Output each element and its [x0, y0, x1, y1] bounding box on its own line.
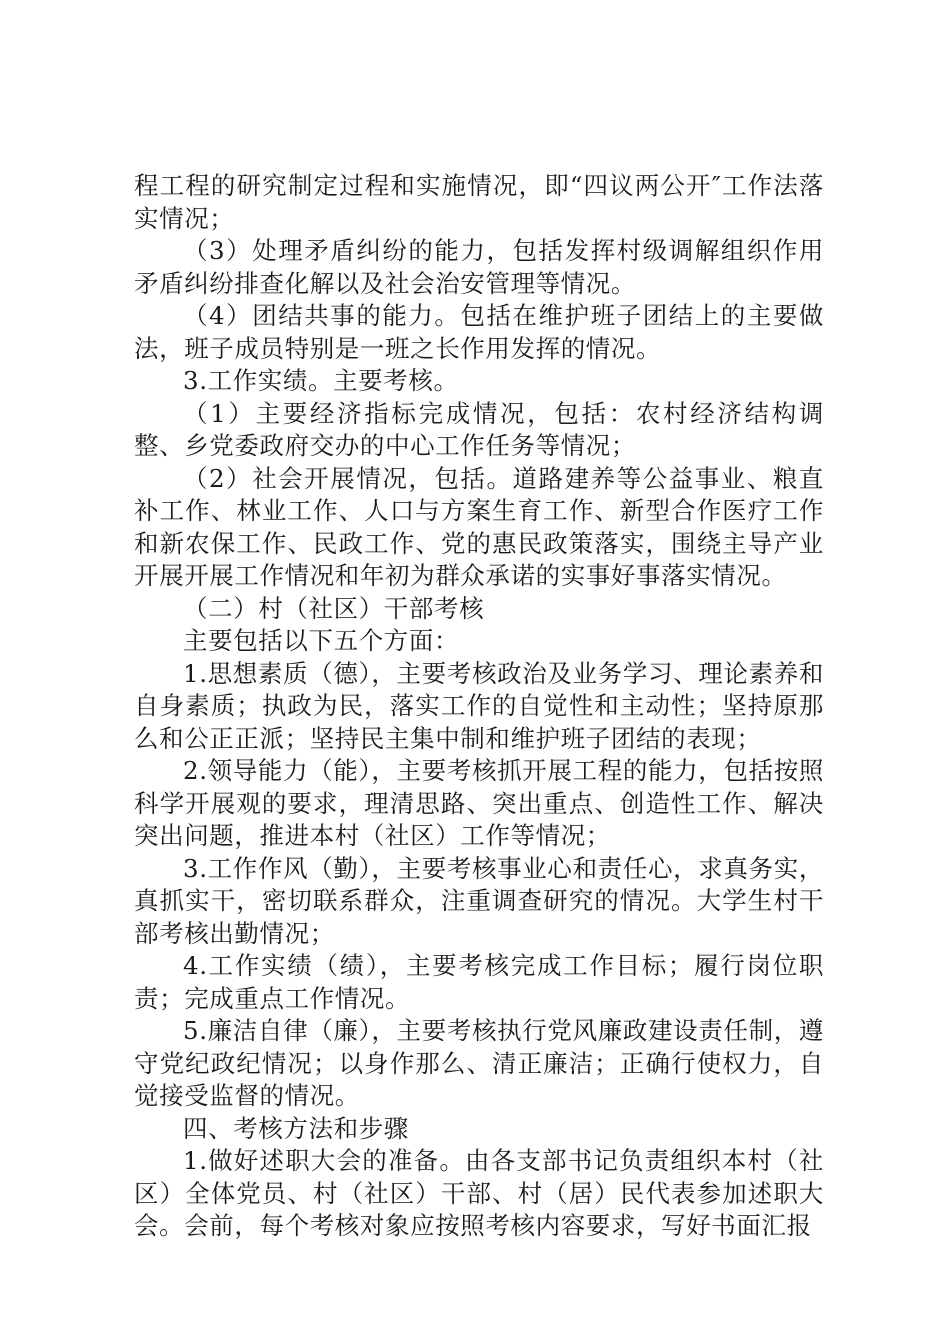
paragraph: 1.思想素质（德），主要考核政治及业务学习、理论素养和自身素质；执政为民，落实工作的自觉性和主动性；坚持原那么和公正正派；坚持民主集中制和维护班子团结的表现； [134, 658, 824, 753]
paragraph: 程工程的研究制定过程和实施情况，即“四议两公开″工作法落实情况； [134, 171, 824, 233]
paragraph: 5.廉洁自律（廉），主要考核执行党风廉政建设责任制，遵守党纪政纪情况；以身作那么、清正廉洁；正确行使权力，自觉接受监督的情况。 [134, 1016, 824, 1110]
paragraph: 1.做好述职大会的准备。由各支部书记负责组织本村（社区）全体党员、村（社区）干部、村（居）民代表参加述职大会。会前，每个考核对象应按照考核内容要求，写好书面汇报 [134, 1146, 824, 1240]
paragraph: （2）社会开展情况，包括。道路建养等公益事业、粮直补工作、林业工作、人口与方案生育工作、新型合作医疗工作和新农保工作、民政工作、党的惠民政策落实，围绕主导产业开展开展工作情况和年初为群众承诺的实事好事落实情况。 [134, 463, 824, 590]
paragraph: （4）团结共事的能力。包括在维护班子团结上的主要做法，班子成员特别是一班之长作用发挥的情况。 [134, 301, 824, 363]
section-heading: 3.工作实绩。主要考核。 [183, 366, 459, 395]
document-body [134, 170, 824, 1243]
paragraph: 3.工作作风（勤），主要考核事业心和责任心，求真务实，真抓实干，密切联系群众，注重调查研究的情况。大学生村干部考核出勤情况； [134, 853, 824, 948]
paragraph: （3）处理矛盾纠纷的能力，包括发挥村级调解组织作用矛盾纠纷排查化解以及社会治安管理等情况。 [134, 236, 824, 298]
paragraph: 4.工作实绩（绩），主要考核完成工作目标；履行岗位职责；完成重点工作情况。 [134, 951, 824, 1013]
paragraph: （1）主要经济指标完成情况，包括：农村经济结构调整、乡党委政府交办的中心工作任务等情况； [134, 398, 824, 460]
section-heading: （二）村（社区）干部考核 [183, 593, 485, 623]
section-heading: 四、考核方法和步骤 [183, 1113, 409, 1143]
paragraph: 主要包括以下五个方面： [183, 626, 460, 655]
paragraph: 2.领导能力（能），主要考核抓开展工程的能力，包括按照科学开展观的要求，理清思路、突出重点、创造性工作、解决突出问题，推进本村（社区）工作等情况； [134, 756, 824, 850]
